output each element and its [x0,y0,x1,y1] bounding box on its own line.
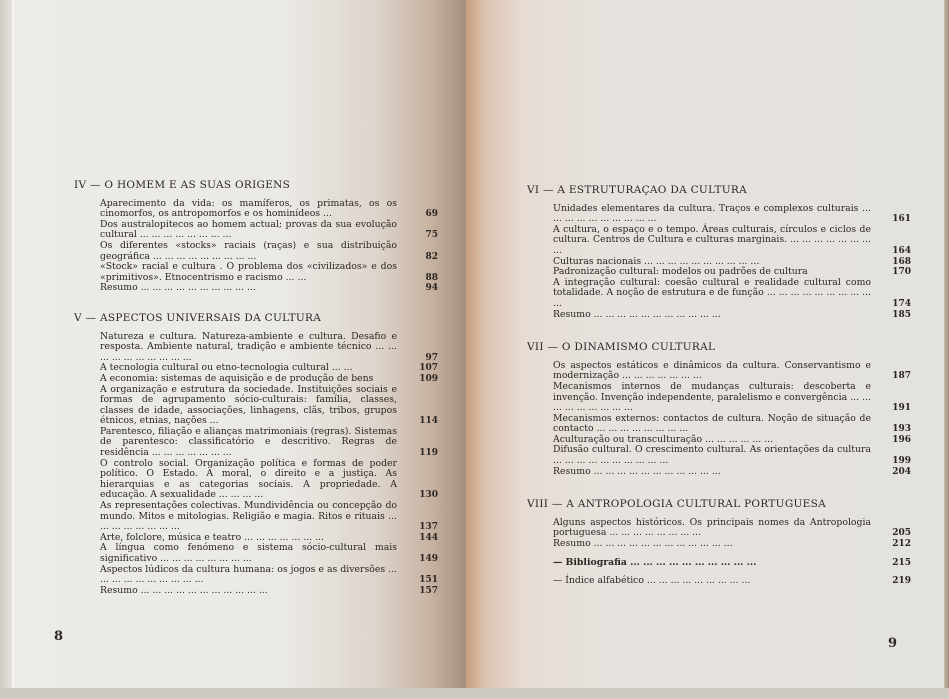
chapter-v [74,311,438,596]
toc-entry: Arte, folclore, música e teatro ... ... ... ... ... ... ... 144 [100,531,438,543]
toc-entry: Parentesco, filiação e alianças matrimoniais (regras). Sistemas de parentesco: classificatório e descritivo. Regras de residência ... ... ... ... ... ... ... 119 [100,425,438,459]
chapter-viii [527,498,911,587]
toc-entry: As representações colectivas. Mundividência ou concepção do mundo. Mitos e mitologias. Religião e magia. Ritos e rituais ... ... ... ... ... ... ... ... 137 [100,500,438,533]
page-ref: 187 [892,371,911,382]
page-ref: 174 [892,298,911,309]
toc-entry: A organização e estrutura da sociedade. Instituições sociais e formas de agrupamento sócio-culturais: família, classes, classes de idade, associações, linhagens, clãs, tribos, grupos étnicos, etnias, nações ... 114 [100,383,438,427]
page-ref: 215 [892,557,911,568]
chapter-vi [527,184,911,320]
chapter-title: IV — O HOMEM E AS SUAS ORIGENS [74,179,291,191]
page-ref: 205 [892,528,911,539]
toc-entry: Mecanismos internos de mudanças culturais: descoberta e invenção. Invenção independente, paralelismo e convergência ... ... ... ... ... ... ... ... ... 191 [553,380,911,414]
page-ref: 144 [419,532,438,543]
page-ref: 168 [892,256,911,267]
left-page-number: 8 [54,629,64,644]
page-ref: 137 [419,522,438,533]
page-ref: 109 [419,373,438,384]
toc-entry: Culturas nacionais ... ... ... ... ... ... ... ... ... ... 168 [553,255,911,267]
left-page-toc [74,179,438,596]
page-ref: 119 [419,448,438,459]
page-ref: 157 [419,585,438,596]
page-ref: 170 [892,267,911,278]
toc-entry: A economia: sistemas de aquisição e de produção de bens 109 [100,372,438,384]
toc-entry: Natureza e cultura. Natureza-ambiente e cultura. Desafio e resposta. Ambiente natural, tradição e ambiente técnico ... ... ... ... ... ... ... ... ... ... 97 [100,330,438,363]
toc-entry: O controlo social. Organização política e formas de poder político. O Estado. A moral, o direito e a justiça. As hierarquias e as categorias sociais. A propriedade. A educação. A sexualidade ... ... ... ... 130 [100,457,438,501]
toc-entry: Os aspectos estáticos e dinâmicos da cultura. Conservantismo e modernização ... ... ... ... ... ... ... 187 [553,359,911,382]
page-ref: 151 [419,575,438,586]
page-ref: 164 [892,245,911,256]
page-ref: 212 [892,539,911,550]
book-right-edge [944,0,949,699]
chapter-title: VII — O DINAMISMO CULTURAL [527,341,716,354]
page-ref: 75 [425,230,438,241]
toc-entry: «Stock» racial e cultura . O problema dos «civilizados» e dos «primitivos». Etnocentrismo e racismo ... ... 88 [100,261,438,283]
chapter-iv [74,179,438,294]
chapter-vii [527,341,911,477]
toc-entry: Mecanismos externos: contactos de cultura. Noção de situação de contacto ... ... ... ... ... ... ... ... 193 [553,412,911,435]
chapter-title: VIII — A ANTROPOLOGIA CULTURAL PORTUGUESA [527,498,826,511]
book-left-edge [0,0,14,699]
page-ref: 196 [892,434,911,445]
toc-entry: A língua como fenómeno e sistema sócio-cultural mais significativo ... ... ... ... ... ... ... ... 149 [100,542,438,564]
toc-entry: Unidades elementares da cultura. Traços e complexos culturais ... ... ... ... ... ... ... ... ... ... 161 [553,202,911,225]
toc-entry: Dos australopitecos ao homem actual; provas da sua evolução cultural ... ... ... ... ... ... ... ... 75 [100,218,438,241]
surface-strip [0,688,949,699]
chapter-title: VI — A ESTRUTURAÇAO DA CULTURA [527,184,748,196]
toc-entry: A cultura, o espaço e o tempo. Áreas culturais, círculos e ciclos de cultura. Centros de Cultura e culturas marginais. ... ... ... ... ... ... ... ... 164 [553,223,911,256]
page-ref: 69 [425,209,438,220]
toc-entry: Resumo ... ... ... ... ... ... ... ... ... ... ... ... 212 [553,538,911,550]
toc-entry: Alguns aspectos históricos. Os principais nomes da Antropologia portuguesa ... ... ... ... ... ... ... ... 205 [553,516,911,539]
page-ref: 149 [419,554,438,564]
toc-entry: Os diferentes «stocks» raciais (raças) e sua distribuição geográfica ... ... ... ... ... ... ... ... ... 82 [100,239,438,262]
page-ref: 204 [892,466,911,477]
page-ref: 161 [892,214,911,225]
page-ref: 88 [425,272,438,283]
toc-entry: Aculturação ou transculturação ... ... ... ... ... ... 196 [553,433,911,445]
toc-entry: Resumo ... ... ... ... ... ... ... ... ... ... ... 185 [553,308,911,320]
toc-entry: Difusão cultural. O crescimento cultural. As orientações da cultura ... ... ... ... ... ... ... ... ... ... 199 [553,444,911,467]
toc-entry: Padronização cultural: modelos ou padrões de cultura 170 [553,266,911,278]
toc-entry: Resumo ... ... ... ... ... ... ... ... ... ... 94 [100,282,438,294]
page-ref: 97 [425,352,438,363]
right-page-toc [527,184,911,587]
page-ref: 130 [419,490,438,501]
page-ref: 191 [892,403,911,414]
page-ref: 94 [425,283,438,294]
toc-entry: Resumo ... ... ... ... ... ... ... ... ... ... ... 204 [553,465,911,477]
toc-entry: A integração cultural: coesão cultural e realidade cultural como totalidade. A noção de estrutura e de função ... ... ... ... ... ... ... ... ... ... 174 [553,276,911,309]
page-ref: 185 [892,309,911,320]
toc-entry-indice: — Índice alfabético ... ... ... ... ... ... ... ... ... 219 [553,575,911,587]
toc-entry: A tecnologia cultural ou etno-tecnologia cultural ... ... 107 [100,362,438,374]
right-page-number: 9 [888,636,898,651]
page-ref: 107 [419,363,438,374]
page-ref: 114 [419,416,438,427]
toc-entry-bibliografia: — Bibliografia ... ... ... ... ... ... ... ... ... ... 215 [553,556,911,568]
page-ref: 219 [892,576,911,587]
chapter-title: V — ASPECTOS UNIVERSAIS DA CULTURA [74,311,322,324]
toc-entry: Aspectos lúdicos da cultura humana: os jogos e as diversões ... ... ... ... ... ... ... ... ... ... 151 [100,563,438,586]
toc-entry: Aparecimento da vida: os mamíferos, os primatas, os os cinomorfos, os antropomorfos e os hominídeos ... 69 [100,197,438,220]
page-ref: 199 [892,456,911,467]
toc-entry: Resumo ... ... ... ... ... ... ... ... ... ... ... 157 [100,584,438,596]
page-ref: 193 [892,424,911,435]
page-ref: 82 [425,251,438,262]
